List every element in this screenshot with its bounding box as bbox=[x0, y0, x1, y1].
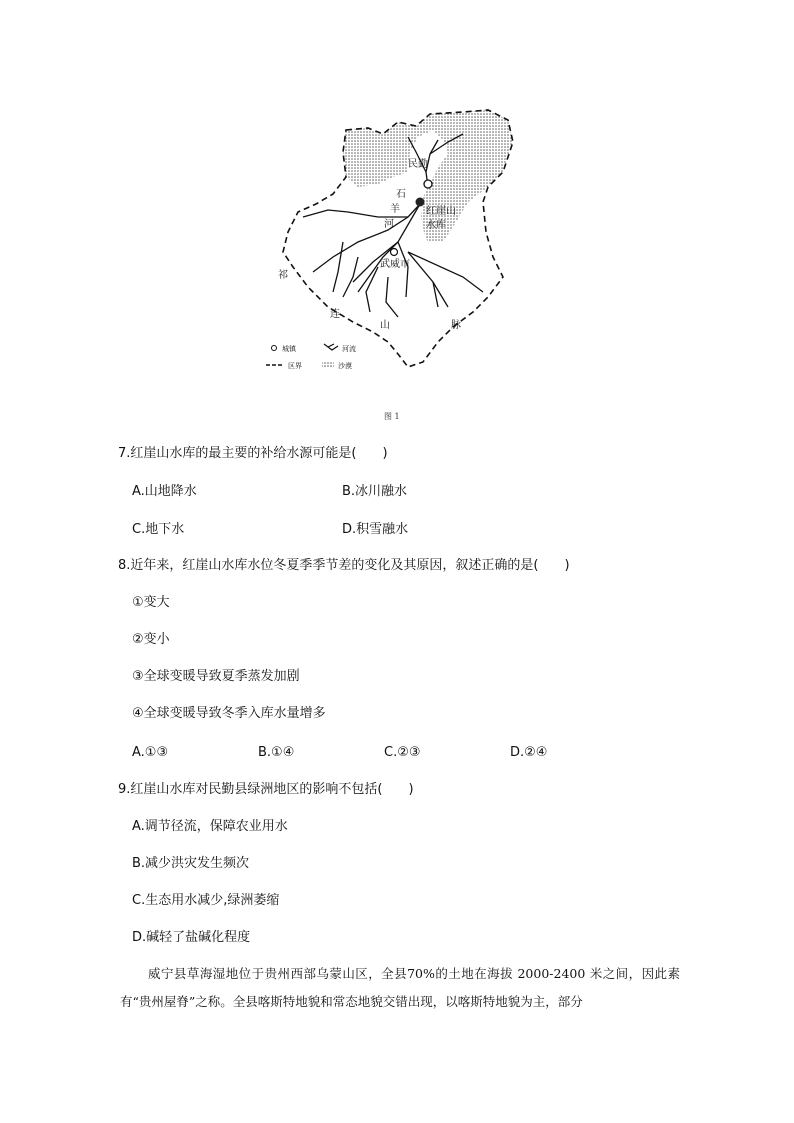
question-7-option-b: B.冰川融水 bbox=[342, 484, 408, 499]
town-minqin-marker bbox=[424, 180, 432, 188]
label-shiyang-2: 羊 bbox=[390, 204, 400, 215]
question-9-stem: 9.红崖山水库对民勤县绿洲地区的影响不包括( ) bbox=[118, 782, 414, 797]
question-8-item-1: ①变大 bbox=[132, 595, 170, 610]
legend-town: 城镇 bbox=[282, 345, 296, 353]
question-8-option-d: D.②④ bbox=[510, 745, 548, 760]
question-8-option-a: A.①③ bbox=[132, 745, 169, 760]
question-8-item-4: ④全球变暖导致冬季入库水量增多 bbox=[132, 706, 326, 721]
map-svg bbox=[258, 92, 528, 382]
legend-boundary: 区界 bbox=[288, 362, 302, 370]
question-7-option-c: C.地下水 bbox=[132, 522, 185, 537]
question-8-option-c: C.②③ bbox=[384, 745, 421, 760]
label-reservoir-1: 红崖山 bbox=[426, 206, 456, 217]
label-wuwei: 武威市 bbox=[380, 259, 410, 270]
question-9-option-b: B.减少洪灾发生频次 bbox=[132, 856, 250, 871]
question-8-item-2: ②变小 bbox=[132, 632, 170, 647]
question-9-option-a: A.调节径流，保障农业用水 bbox=[132, 819, 288, 834]
label-shiyang-1: 石 bbox=[396, 189, 406, 200]
question-8-item-3: ③全球变暖导致夏季蒸发加剧 bbox=[132, 669, 300, 684]
label-mai: 脉 bbox=[451, 320, 461, 331]
question-8-stem: 8.近年来，红崖山水库水位冬夏季季节差的变化及其原因，叙述正确的是( ) bbox=[118, 558, 570, 573]
passage-paragraph: 威宁县草海湿地位于贵州西部乌蒙山区，全县70%的土地在海拔 2000-2400 米之间，因此素有“贵州屋脊”之称。全县喀斯特地貌和常态地貌交错出现，以喀斯特地貌为主，部分 bbox=[120, 966, 680, 1009]
label-shiyang-3: 河 bbox=[384, 219, 394, 230]
reservoir-marker bbox=[416, 198, 425, 207]
question-7-stem: 7.红崖山水库的最主要的补给水源可能是( ) bbox=[118, 446, 388, 461]
map-legend bbox=[266, 344, 356, 370]
question-7-option-a: A.山地降水 bbox=[132, 484, 197, 499]
question-9-option-d: D.碱轻了盐碱化程度 bbox=[132, 930, 251, 945]
label-qi: 祁 bbox=[278, 270, 288, 281]
legend-river: 河流 bbox=[342, 345, 356, 353]
question-9-option-c: C.生态用水减少,绿洲萎缩 bbox=[132, 893, 280, 908]
label-minqin: 民勤 bbox=[408, 159, 428, 170]
label-reservoir-2: 水库 bbox=[426, 220, 446, 231]
town-wuwei-marker bbox=[391, 249, 398, 256]
legend-desert: 沙漠 bbox=[338, 362, 352, 370]
label-shan: 山 bbox=[380, 320, 390, 331]
figure-caption: 图 1 bbox=[384, 412, 400, 421]
map-figure bbox=[258, 92, 528, 382]
question-7-option-d: D.积雪融水 bbox=[342, 522, 409, 537]
label-lian: 连 bbox=[330, 309, 340, 320]
question-8-option-b: B.①④ bbox=[258, 745, 295, 760]
